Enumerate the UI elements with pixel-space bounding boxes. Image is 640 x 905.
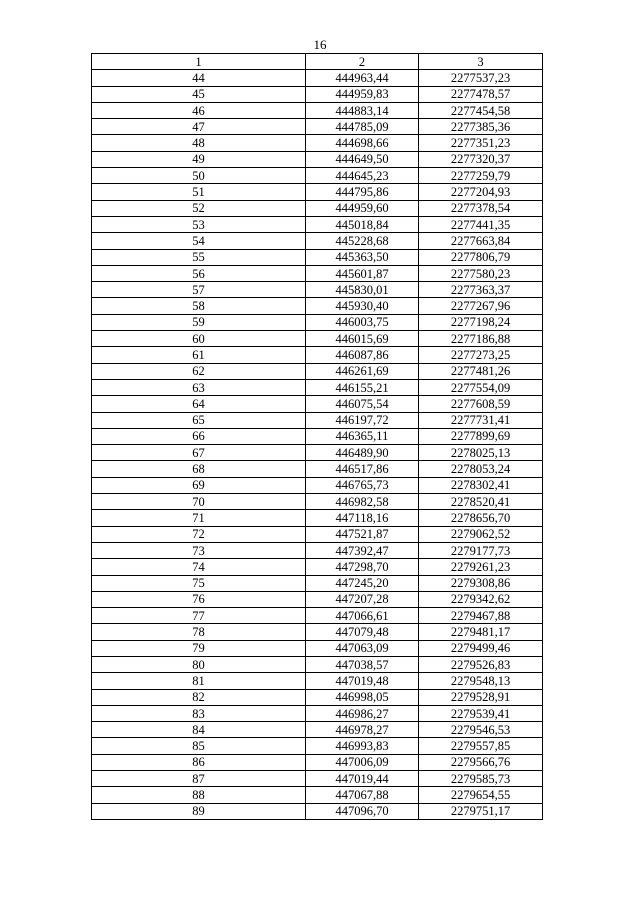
point-number-cell: 81 <box>92 673 306 689</box>
table-row <box>92 396 543 412</box>
point-number-cell: 68 <box>92 461 306 477</box>
table-row <box>92 754 543 770</box>
x-coordinate-cell: 444959,83 <box>306 86 419 102</box>
table-row <box>92 135 543 151</box>
point-number-cell: 52 <box>92 200 306 216</box>
x-coordinate-cell: 444645,23 <box>306 168 419 184</box>
point-number-cell: 67 <box>92 445 306 461</box>
y-coordinate-cell: 2277481,26 <box>419 363 543 379</box>
table-row <box>92 379 543 395</box>
x-coordinate-cell: 447392,47 <box>306 542 419 558</box>
table-row <box>92 787 543 803</box>
point-number-cell: 55 <box>92 249 306 265</box>
x-coordinate-cell: 446982,58 <box>306 494 419 510</box>
y-coordinate-cell: 2277441,35 <box>419 216 543 232</box>
x-coordinate-cell: 445363,50 <box>306 249 419 265</box>
y-coordinate-cell: 2277385,36 <box>419 119 543 135</box>
point-number-cell: 75 <box>92 575 306 591</box>
y-coordinate-cell: 2279557,85 <box>419 738 543 754</box>
point-number-cell: 65 <box>92 412 306 428</box>
point-number-cell: 58 <box>92 298 306 314</box>
x-coordinate-cell: 447019,44 <box>306 771 419 787</box>
table-row <box>92 282 543 298</box>
point-number-cell: 87 <box>92 771 306 787</box>
table-row <box>92 510 543 526</box>
point-number-cell: 56 <box>92 265 306 281</box>
point-number-cell: 51 <box>92 184 306 200</box>
table-row <box>92 216 543 232</box>
point-number-cell: 66 <box>92 428 306 444</box>
table-row <box>92 559 543 575</box>
y-coordinate-cell: 2277198,24 <box>419 314 543 330</box>
page-number: 16 <box>313 37 327 52</box>
x-coordinate-cell: 446015,69 <box>306 331 419 347</box>
x-coordinate-cell: 447298,70 <box>306 559 419 575</box>
table-row <box>92 461 543 477</box>
point-number-cell: 86 <box>92 754 306 770</box>
column-header-3: 3 <box>419 54 543 70</box>
point-number-cell: 47 <box>92 119 306 135</box>
table-row <box>92 412 543 428</box>
table-body <box>92 70 543 820</box>
y-coordinate-cell: 2279548,13 <box>419 673 543 689</box>
y-coordinate-cell: 2277378,54 <box>419 200 543 216</box>
x-coordinate-cell: 444649,50 <box>306 151 419 167</box>
point-number-cell: 50 <box>92 168 306 184</box>
table-row <box>92 771 543 787</box>
point-number-cell: 46 <box>92 102 306 118</box>
y-coordinate-cell: 2279342,62 <box>419 591 543 607</box>
table-row <box>92 494 543 510</box>
point-number-cell: 69 <box>92 477 306 493</box>
y-coordinate-cell: 2279467,88 <box>419 608 543 624</box>
x-coordinate-cell: 444883,14 <box>306 102 419 118</box>
y-coordinate-cell: 2279566,76 <box>419 754 543 770</box>
y-coordinate-cell: 2279528,91 <box>419 689 543 705</box>
x-coordinate-cell: 444785,09 <box>306 119 419 135</box>
y-coordinate-cell: 2279654,55 <box>419 787 543 803</box>
x-coordinate-cell: 445601,87 <box>306 265 419 281</box>
y-coordinate-cell: 2279751,17 <box>419 803 543 819</box>
x-coordinate-cell: 446197,72 <box>306 412 419 428</box>
table-row <box>92 265 543 281</box>
point-number-cell: 78 <box>92 624 306 640</box>
y-coordinate-cell: 2277320,37 <box>419 151 543 167</box>
x-coordinate-cell: 446489,90 <box>306 445 419 461</box>
table-row <box>92 184 543 200</box>
point-number-cell: 79 <box>92 640 306 656</box>
x-coordinate-cell: 444698,66 <box>306 135 419 151</box>
point-number-cell: 84 <box>92 722 306 738</box>
table-row <box>92 705 543 721</box>
x-coordinate-cell: 446155,21 <box>306 379 419 395</box>
table-header-row <box>92 54 543 70</box>
point-number-cell: 64 <box>92 396 306 412</box>
x-coordinate-cell: 445228,68 <box>306 233 419 249</box>
point-number-cell: 61 <box>92 347 306 363</box>
y-coordinate-cell: 2277580,23 <box>419 265 543 281</box>
point-number-cell: 49 <box>92 151 306 167</box>
table-row <box>92 640 543 656</box>
point-number-cell: 57 <box>92 282 306 298</box>
table-row <box>92 738 543 754</box>
x-coordinate-cell: 446993,83 <box>306 738 419 754</box>
x-coordinate-cell: 445930,40 <box>306 298 419 314</box>
x-coordinate-cell: 447006,09 <box>306 754 419 770</box>
table-row <box>92 298 543 314</box>
y-coordinate-cell: 2277478,57 <box>419 86 543 102</box>
table-row <box>92 86 543 102</box>
point-number-cell: 82 <box>92 689 306 705</box>
x-coordinate-cell: 445830,01 <box>306 282 419 298</box>
x-coordinate-cell: 446261,69 <box>306 363 419 379</box>
point-number-cell: 62 <box>92 363 306 379</box>
table-row <box>92 102 543 118</box>
table-row <box>92 200 543 216</box>
y-coordinate-cell: 2279539,41 <box>419 705 543 721</box>
x-coordinate-cell: 446986,27 <box>306 705 419 721</box>
y-coordinate-cell: 2278025,13 <box>419 445 543 461</box>
table-row <box>92 314 543 330</box>
point-number-cell: 60 <box>92 331 306 347</box>
x-coordinate-cell: 444959,60 <box>306 200 419 216</box>
y-coordinate-cell: 2277273,25 <box>419 347 543 363</box>
x-coordinate-cell: 444963,44 <box>306 70 419 86</box>
x-coordinate-cell: 447038,57 <box>306 656 419 672</box>
x-coordinate-cell: 447521,87 <box>306 526 419 542</box>
point-number-cell: 44 <box>92 70 306 86</box>
table-row <box>92 233 543 249</box>
table-row <box>92 624 543 640</box>
table-row <box>92 70 543 86</box>
point-number-cell: 45 <box>92 86 306 102</box>
y-coordinate-cell: 2277899,69 <box>419 428 543 444</box>
point-number-cell: 76 <box>92 591 306 607</box>
table-row <box>92 608 543 624</box>
point-number-cell: 59 <box>92 314 306 330</box>
table-row <box>92 119 543 135</box>
x-coordinate-cell: 447019,48 <box>306 673 419 689</box>
x-coordinate-cell: 447096,70 <box>306 803 419 819</box>
y-coordinate-cell: 2279062,52 <box>419 526 543 542</box>
y-coordinate-cell: 2279177,73 <box>419 542 543 558</box>
point-number-cell: 72 <box>92 526 306 542</box>
y-coordinate-cell: 2277363,37 <box>419 282 543 298</box>
y-coordinate-cell: 2278520,41 <box>419 494 543 510</box>
y-coordinate-cell: 2279499,46 <box>419 640 543 656</box>
y-coordinate-cell: 2277537,23 <box>419 70 543 86</box>
table-row <box>92 168 543 184</box>
point-number-cell: 88 <box>92 787 306 803</box>
table-row <box>92 673 543 689</box>
x-coordinate-cell: 447079,48 <box>306 624 419 640</box>
table-row <box>92 575 543 591</box>
y-coordinate-cell: 2279585,73 <box>419 771 543 787</box>
point-number-cell: 71 <box>92 510 306 526</box>
point-number-cell: 63 <box>92 379 306 395</box>
x-coordinate-cell: 447118,16 <box>306 510 419 526</box>
y-coordinate-cell: 2279546,53 <box>419 722 543 738</box>
table-row <box>92 347 543 363</box>
table-row <box>92 249 543 265</box>
x-coordinate-cell: 446998,05 <box>306 689 419 705</box>
x-coordinate-cell: 447066,61 <box>306 608 419 624</box>
column-header-1: 1 <box>92 54 306 70</box>
table-row <box>92 591 543 607</box>
table-row <box>92 526 543 542</box>
point-number-cell: 54 <box>92 233 306 249</box>
table-row <box>92 656 543 672</box>
y-coordinate-cell: 2277259,79 <box>419 168 543 184</box>
y-coordinate-cell: 2277454,58 <box>419 102 543 118</box>
x-coordinate-cell: 444795,86 <box>306 184 419 200</box>
x-coordinate-cell: 446087,86 <box>306 347 419 363</box>
point-number-cell: 73 <box>92 542 306 558</box>
x-coordinate-cell: 446003,75 <box>306 314 419 330</box>
y-coordinate-cell: 2279481,17 <box>419 624 543 640</box>
y-coordinate-cell: 2277351,23 <box>419 135 543 151</box>
point-number-cell: 85 <box>92 738 306 754</box>
y-coordinate-cell: 2277267,96 <box>419 298 543 314</box>
table-row <box>92 428 543 444</box>
point-number-cell: 53 <box>92 216 306 232</box>
x-coordinate-cell: 447067,88 <box>306 787 419 803</box>
y-coordinate-cell: 2278656,70 <box>419 510 543 526</box>
x-coordinate-cell: 446978,27 <box>306 722 419 738</box>
y-coordinate-cell: 2277554,09 <box>419 379 543 395</box>
y-coordinate-cell: 2277186,88 <box>419 331 543 347</box>
table-row <box>92 722 543 738</box>
y-coordinate-cell: 2277608,59 <box>419 396 543 412</box>
point-number-cell: 70 <box>92 494 306 510</box>
x-coordinate-cell: 446365,11 <box>306 428 419 444</box>
column-header-2: 2 <box>306 54 419 70</box>
table-row <box>92 445 543 461</box>
y-coordinate-cell: 2279308,86 <box>419 575 543 591</box>
x-coordinate-cell: 445018,84 <box>306 216 419 232</box>
x-coordinate-cell: 446765,73 <box>306 477 419 493</box>
point-number-cell: 83 <box>92 705 306 721</box>
x-coordinate-cell: 447063,09 <box>306 640 419 656</box>
x-coordinate-cell: 447207,28 <box>306 591 419 607</box>
y-coordinate-cell: 2278302,41 <box>419 477 543 493</box>
y-coordinate-cell: 2279261,23 <box>419 559 543 575</box>
y-coordinate-cell: 2278053,24 <box>419 461 543 477</box>
y-coordinate-cell: 2279526,83 <box>419 656 543 672</box>
x-coordinate-cell: 446517,86 <box>306 461 419 477</box>
point-number-cell: 48 <box>92 135 306 151</box>
table-row <box>92 331 543 347</box>
table-row <box>92 542 543 558</box>
point-number-cell: 77 <box>92 608 306 624</box>
x-coordinate-cell: 446075,54 <box>306 396 419 412</box>
table-row <box>92 477 543 493</box>
table-row <box>92 151 543 167</box>
y-coordinate-cell: 2277204,93 <box>419 184 543 200</box>
table-row <box>92 363 543 379</box>
y-coordinate-cell: 2277731,41 <box>419 412 543 428</box>
y-coordinate-cell: 2277806,79 <box>419 249 543 265</box>
x-coordinate-cell: 447245,20 <box>306 575 419 591</box>
table-row <box>92 803 543 819</box>
point-number-cell: 80 <box>92 656 306 672</box>
point-number-cell: 89 <box>92 803 306 819</box>
table-row <box>92 689 543 705</box>
coordinates-table <box>91 53 543 820</box>
y-coordinate-cell: 2277663,84 <box>419 233 543 249</box>
point-number-cell: 74 <box>92 559 306 575</box>
